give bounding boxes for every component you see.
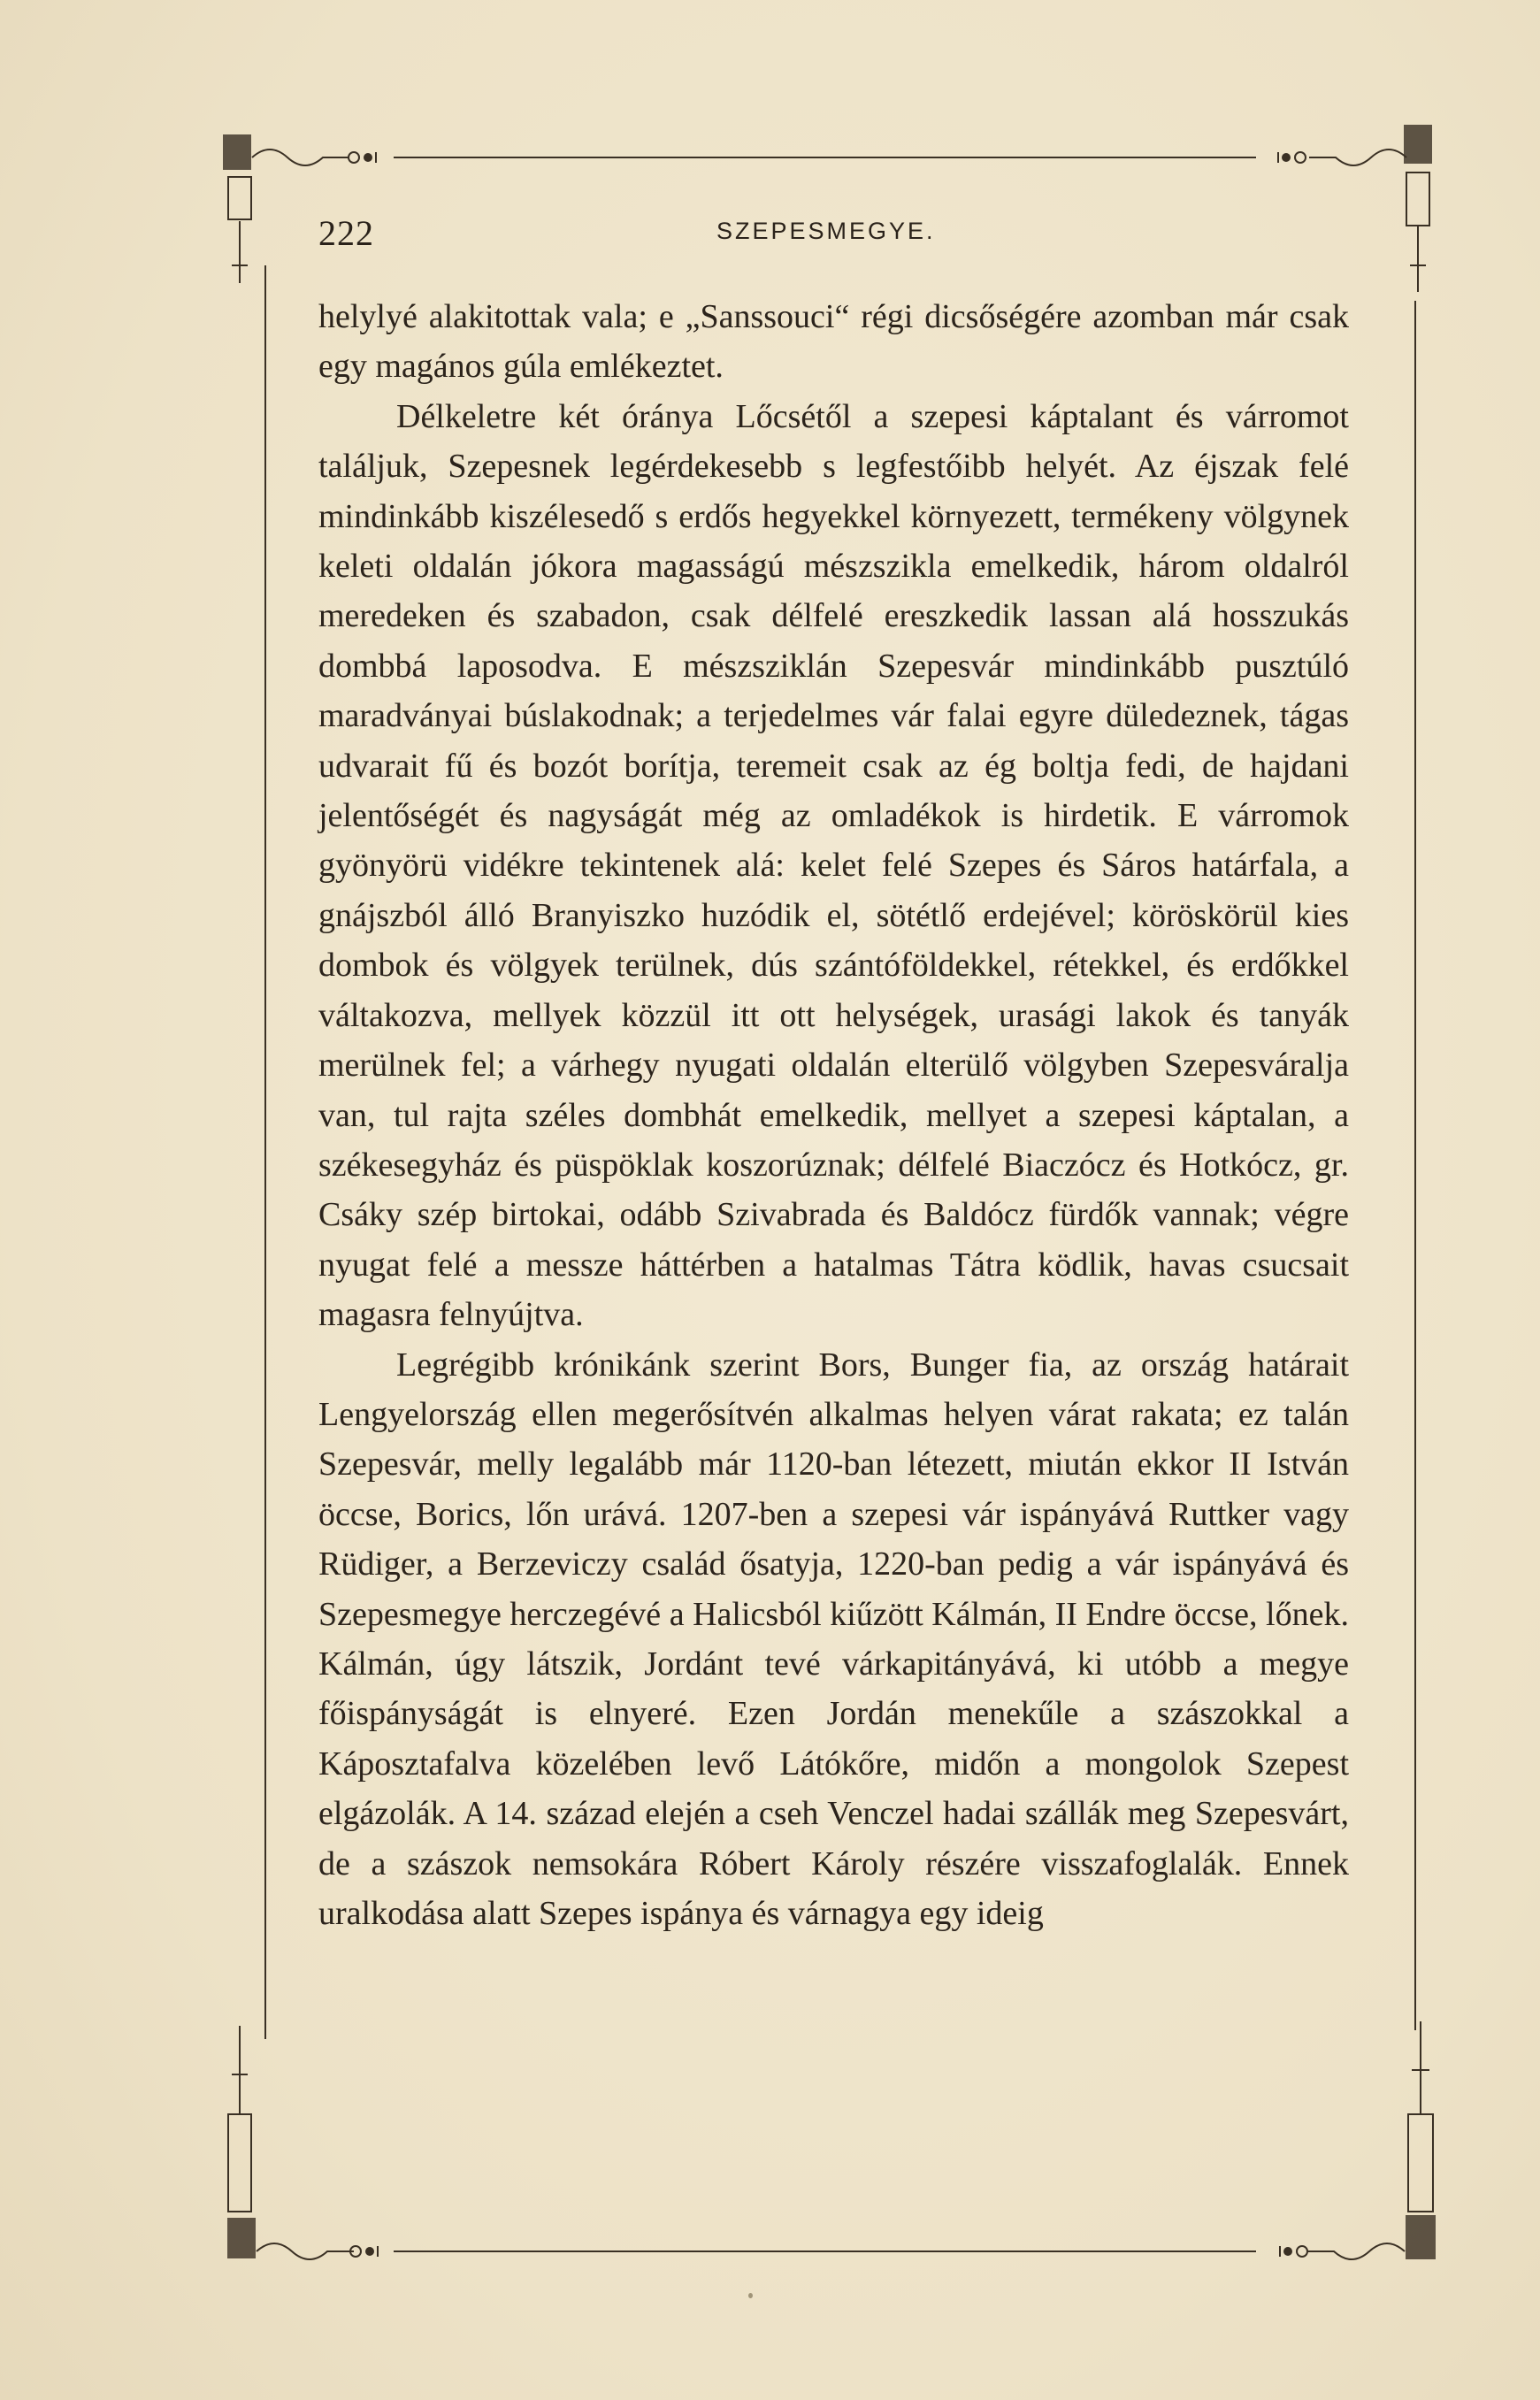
corner-flourish-icon (1278, 126, 1431, 292)
paper-speck (748, 2293, 753, 2298)
corner-flourish-icon (224, 135, 376, 283)
running-title: SZEPESMEGYE. (716, 218, 936, 244)
paragraph-1: helylyé alakitottak vala; e „Sanssouci“ régi dicsőségére azomban már csak egy magános gúla emlékeztet. (318, 298, 1349, 386)
body-text (318, 292, 1349, 1938)
page-number: 222 (318, 213, 374, 253)
running-head (318, 212, 1345, 257)
paragraph-3: Legrégibb krónikánk szerint Bors, Bunger fia, az ország határait Lengyelország ellen megerősítvén alkalmas helyen várat rakata; ez talán Szepesvár, melly legalább már 1120-ban létezett, miután ekkor II István öccse, Borics, lőn urává. 1207-ben a szepesi vár ispányává Ruttker vagy Rüdiger, a Berzeviczy család ősatyja, 1220-ban pedig a vár ispányává és Szepesmegye herczegévé a Halicsból kiűzött Kálmán, II Endre öccse, lőnek. Kálmán, úgy látszik, Jordánt tevé várkapitányává, ki utóbb a megye főispányságát is elnyeré. Ezen Jordán menekűle a szászokkal a Káposztafalva közelében levő Látókőre, midőn a mongolok Szepest elgázolák. A 14. század elején a cseh Venczel hadai szállák meg Szepesvárt, de a szászok nemsokára Róbert Károly részére visszafoglalák. Ennek uralkodása alatt Szepes ispánya és várnagya egy ideig (318, 1346, 1349, 1932)
paragraph-2: Délkeletre két óránya Lőcsétől a szepesi káptalant és várromot találjuk, Szepesnek legérdekesebb s legfestőibb helyét. Az éjszak felé mindinkább kiszélesedő s erdős hegyekkel környezett, termékeny völgynek keleti oldalán jókora magasságú mészszikla emelkedik, három oldalról meredeken és szabadon, csak délfelé ereszkedik lassan alá hosszukás dombbá laposodva. E mészsziklán Szepesvár mindinkább pusztúló maradványai búslakodnak; a terjedelmes vár falai egyre düledeznek, tágas udvarait fű és bozót borítja, teremeit csak az ég boltja fedi, de hajdani jelentőségét és nagyságát még az omladékok is hirdetik. E várromok gyönyörü vidékre tekintenek alá: kelet felé Szepes és Sáros határfala, a gnájszból álló Branyiszko huzódik el, sötétlő erdejével; köröskörül kies dombok és völgyek terülnek, dús szántóföldekkel, rétekkel, és erdőkkel váltakozva, mellyek közzül itt ott helységek, urasági lakok és tanyák merülnek fel; a várhegy nyugati oldalán elterülő völgyben Szepesváralja van, tul rajta széles dombhát emelkedik, mellyet a szepesi káptalan, a székesegyház és püspöklak koszorúznak; délfelé Biaczócz és Hotkócz, gr. Csáky szép birtokai, odább Szivabrada és Baldócz fürdők vannak; végre nyugat felé a messze háttérben a hatalmas Tátra ködlik, havas csucsait magasra felnyújtva. (318, 397, 1349, 1334)
corner-flourish-icon (1280, 2021, 1435, 2259)
corner-flourish-icon (228, 2026, 378, 2259)
